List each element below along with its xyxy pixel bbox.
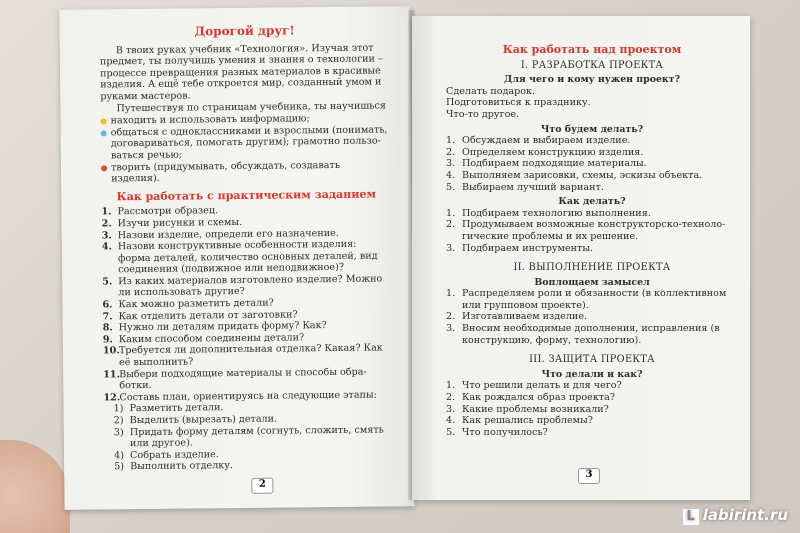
list-text: Обсуждаем и выбираем изделие. (462, 135, 631, 147)
question-heading: Что делали и как? (541, 368, 643, 380)
step-number: 6. (102, 299, 113, 311)
substep-number: 2) (113, 415, 124, 427)
numbered-list (446, 380, 738, 438)
list-text: Определяем конструкцию изделия. (462, 146, 644, 158)
section-1-heading: I. РАЗРАБОТКА ПРОЕКТА (520, 59, 664, 71)
intro-paragraph-1: В твоих руках учебник «Технология». Изучая этот предмет, ты получишь умения и знания о технологии – процессе превращения разных материалов в красивые изделия. А ещё тебе откроется мир, созданный умом и руками мастеров. (99, 42, 383, 103)
list-text: Изготавливаем изделие. (462, 311, 588, 323)
step-item (103, 343, 393, 369)
list-number: 4. (446, 415, 456, 427)
step-text: Каким способом соединены детали? (118, 332, 305, 346)
list-number: 3. (446, 242, 456, 254)
list-number: 5. (446, 181, 456, 193)
plain-line: Что-то другое. (446, 108, 520, 120)
step-number: 1. (101, 206, 112, 218)
list-number: 2. (446, 311, 456, 323)
numbered-list (446, 288, 738, 346)
question-heading: Воплощаем замысел (534, 276, 650, 288)
step-text: Рассмотри образец. (117, 205, 219, 218)
substep-number: 5) (114, 461, 125, 473)
list-number: 1. (446, 288, 456, 300)
bullet-list (101, 113, 392, 186)
list-text: Распределяем роли и обязанности (в коллективном или групповом проекте). (462, 288, 727, 311)
list-text: Как рождался образ проекта? (462, 392, 615, 404)
step-text: Назови изделие, определи его назначение. (117, 227, 339, 241)
watermark (683, 506, 788, 525)
step-text: Назови конструктивные особенности изделия: форма деталей, количество основных деталей, вид соединения (подвижное или неподвижное)? (117, 238, 378, 276)
right-page (412, 16, 750, 500)
step-item (102, 273, 392, 299)
step-text: Из каких материалов изготовлено изделие? Можно ли использовать другие? (118, 273, 383, 299)
step-text: Изучи рисунки и схемы. (117, 216, 243, 230)
intro-text (100, 42, 391, 115)
steps-list (101, 204, 393, 404)
list-text: Что получилось? (462, 426, 548, 438)
intro-paragraph-2: Путешествуя по страницам учебника, ты научишься (116, 99, 386, 114)
list-text: Подбираем инструменты. (462, 242, 594, 254)
section-title: Как работать с практическим заданием (116, 187, 377, 203)
right-page-title: Как работать над проектом (502, 43, 682, 56)
list-item (446, 323, 738, 346)
list-item (446, 392, 738, 404)
list-text: Как решались проблемы? (462, 415, 593, 427)
substep-text: Собрать изделие. (130, 448, 219, 461)
numbered-list (446, 135, 738, 193)
left-page-title: Дорогой друг! (194, 23, 295, 39)
plain-line: Сделать подарок. (446, 85, 536, 97)
list-number: 2. (446, 146, 456, 158)
substep-text: Выполнить отделку. (130, 460, 234, 473)
list-number: 4. (446, 169, 456, 181)
list-item (446, 404, 738, 416)
list-text: Что решили делать и для чего? (462, 380, 622, 392)
page-number: 2 (251, 478, 273, 494)
step-text: Составь план, ориентируясь на следующие этапы: (119, 389, 377, 404)
step-number: 9. (102, 334, 113, 346)
step-number: 12. (103, 392, 121, 404)
list-item (446, 182, 738, 194)
bullet-text: творить (придумывать, обсуждать, создавать изделия). (110, 159, 341, 185)
substep-text: Выделить (вырезать) детали. (129, 413, 278, 427)
list-item (446, 135, 738, 147)
list-number: 3. (446, 158, 456, 170)
step-text: Как можно разметить детали? (118, 297, 274, 311)
list-number: 5. (446, 426, 456, 438)
list-item (446, 170, 738, 182)
step-number: 8. (102, 322, 113, 334)
list-text: Продумываем возможные конструкторско-технологические проблемы и их решение. (462, 219, 726, 242)
list-item (446, 311, 738, 323)
list-number: 1. (446, 380, 456, 392)
step-text: Нужно ли деталям придать форму? Как? (118, 320, 327, 334)
question-heading: Что будем делать? (540, 123, 644, 135)
list-item (446, 147, 738, 159)
list-number: 3. (446, 403, 456, 415)
list-number: 3. (446, 323, 456, 335)
left-page-content (100, 24, 395, 473)
list-item (446, 208, 738, 220)
list-item (446, 158, 738, 170)
bullet-text: находить и использовать информацию; (110, 113, 310, 127)
question-heading: Для чего и кому нужен проект? (503, 74, 680, 86)
step-number: 2. (101, 218, 112, 230)
list-number: 1. (446, 135, 456, 147)
step-item (102, 238, 392, 276)
list-item (446, 288, 738, 311)
labirint-logo-icon: L (683, 509, 699, 525)
list-number: 1. (446, 207, 456, 219)
section-3-heading: III. ЗАЩИТА ПРОЕКТА (529, 354, 655, 366)
step-number: 11. (103, 368, 120, 381)
list-item (446, 415, 738, 427)
question-heading: Как делать? (558, 196, 626, 208)
left-page (59, 6, 414, 510)
substep-text: Разметить детали. (129, 402, 224, 415)
step-number: 7. (102, 310, 113, 323)
step-number: 3. (101, 229, 112, 241)
step-item (103, 366, 393, 392)
list-text: Подбираем технологию выполнения. (462, 207, 651, 219)
substep-number: 1) (113, 403, 124, 415)
list-text: Выполняем зарисовки, схемы, эскизы объекта. (462, 169, 703, 181)
numbered-list (446, 208, 738, 254)
step-text: Выбери подходящие материалы и способы обработки. (119, 366, 367, 392)
bullet-dot-icon (101, 130, 107, 136)
step-text: Как отделить детали от заготовки? (118, 309, 298, 322)
substep-item (104, 424, 394, 450)
list-item (446, 243, 738, 255)
bullet-dot-icon (101, 119, 107, 125)
list-number: 2. (446, 219, 456, 231)
step-number: 5. (102, 276, 113, 288)
list-item (446, 219, 738, 242)
list-number: 2. (446, 392, 456, 404)
bullet-text: общаться с одноклассниками и взрослыми (понимать, договариваться, помогать другим); грамотно пользоваться речью; (110, 124, 388, 162)
substep-item (104, 459, 394, 474)
substep-text: Придать форму деталям (согнуть, сложить, смять или другое). (129, 424, 384, 450)
section-2-heading: II. ВЫПОЛНЕНИЕ ПРОЕКТА (513, 262, 671, 274)
watermark-text: labirint.ru (702, 506, 788, 524)
list-item (446, 380, 738, 392)
bullet-dot-icon (101, 165, 107, 171)
bullet-item (101, 124, 391, 162)
right-page-content (446, 44, 738, 438)
list-item (446, 427, 738, 439)
bullet-item (101, 159, 391, 185)
step-text: Требуется ли дополнительная отделка? Какая? Как её выполнить? (118, 342, 383, 369)
list-text: Подбираем подходящие материалы. (462, 158, 647, 170)
step-number: 4. (101, 241, 112, 253)
list-text: Вносим необходимые дополнения, исправления (в конструкцию, форму, технологию). (462, 323, 720, 346)
list-text: Какие проблемы возникали? (462, 403, 609, 415)
page-number: 3 (578, 468, 600, 484)
substep-number: 4) (114, 449, 124, 462)
step-number: 10. (102, 345, 120, 357)
list-text: Выбираем лучший вариант. (462, 181, 604, 193)
substeps-list (104, 401, 395, 474)
substep-number: 3) (113, 426, 124, 438)
plain-line: Подготовиться к празднику. (446, 97, 591, 109)
